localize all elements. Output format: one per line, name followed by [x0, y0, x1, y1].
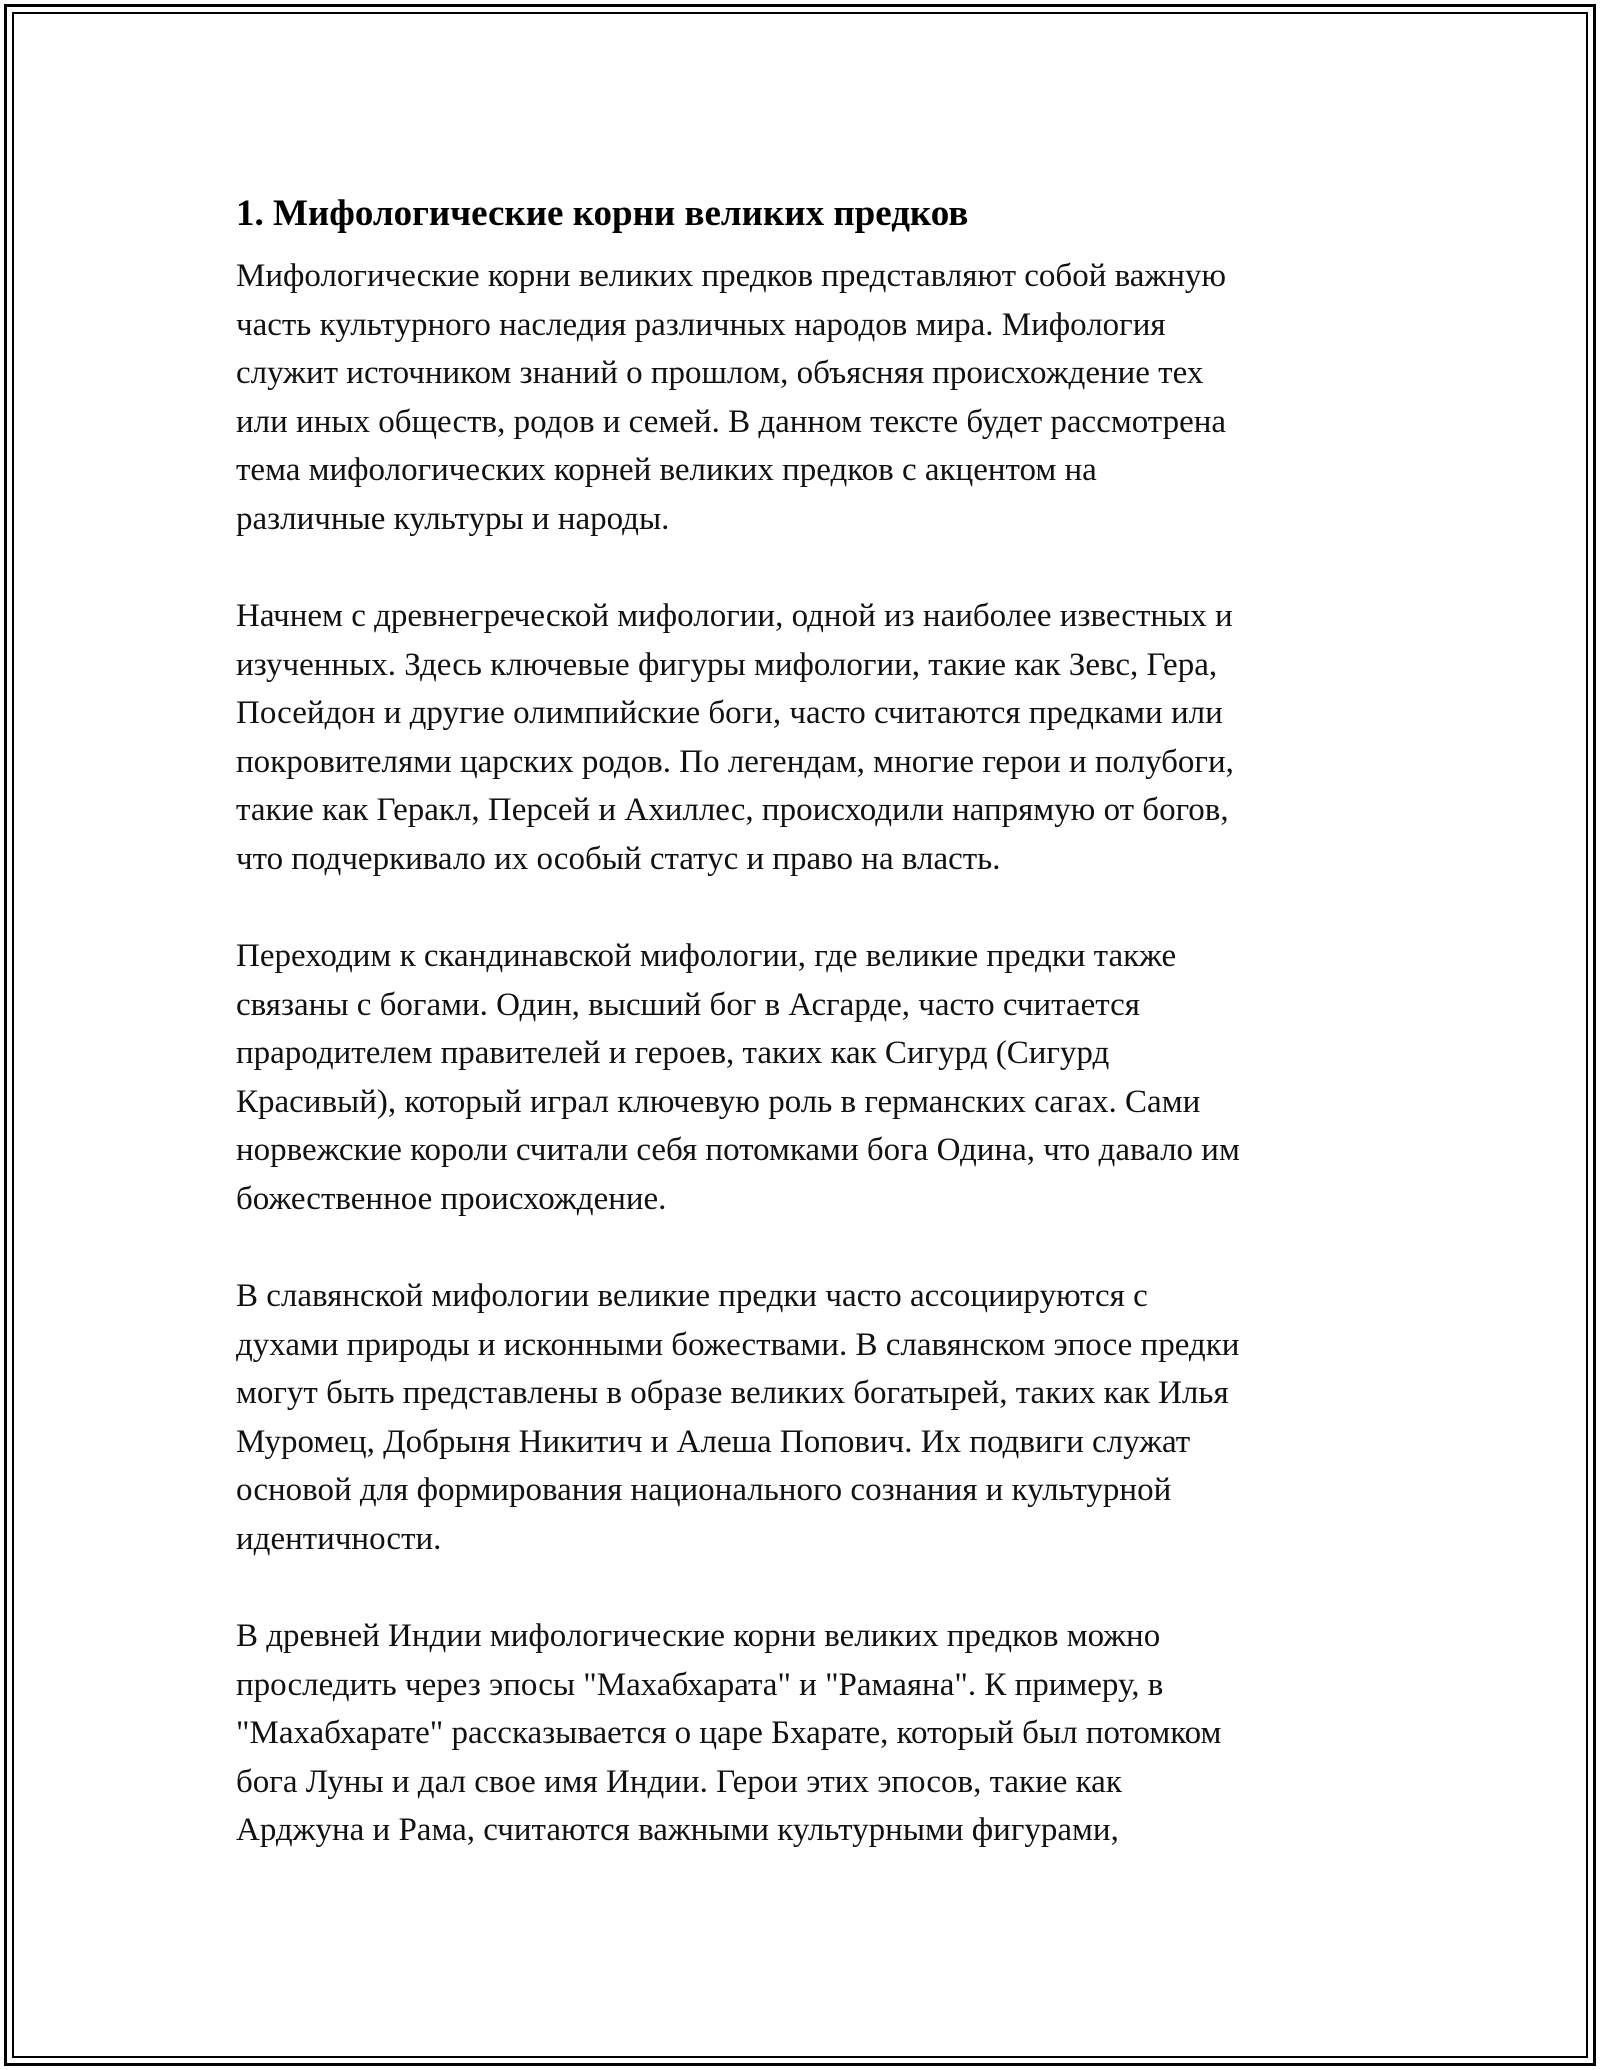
- section-heading: 1. Мифологические корни великих предков: [236, 193, 969, 234]
- document-body: [236, 186, 1386, 1855]
- paragraph-scandinavian-mythology: Переходим к скандинавской мифологии, где великие предки также связаны с богами. Один, высший бог в Асгарде, часто считается прародителем правителей и героев, таких как Сигурд (Сигурд Красивый), который играл ключевую роль в германских сагах. Сами норвежские короли считали себя потомками бога Одина, что давало им божественное происхождение.: [236, 938, 1240, 1217]
- paragraph-indian-mythology: В древней Индии мифологические корни великих предков можно проследить через эпосы "Махабхарата" и "Рамаяна". К примеру, в "Махабхарате" рассказывается о царе Бхарате, который был потомком бога Луны и дал свое имя Индии. Герои этих эпосов, такие как Арджуна и Рама, считаются важными культурными фигурами,: [236, 1618, 1222, 1848]
- paragraph-intro: Мифологические корни великих предков представляют собой важную часть культурного наследия различных народов мира. Мифология служит источником знаний о прошлом, объясняя происхождение тех или иных обществ, родов и семей. В данном тексте будет рассмотрена тема мифологических корней великих предков с акцентом на различные культуры и народы.: [236, 258, 1227, 537]
- paragraph-greek-mythology: Начнем с древнегреческой мифологии, одной из наиболее известных и изученных. Здесь ключевые фигуры мифологии, такие как Зевс, Гера, Посейдон и другие олимпийские боги, часто считаются предками или покровителями царских родов. По легендам, многие герои и полубоги, такие как Геракл, Персей и Ахиллес, происходили напрямую от богов, что подчеркивало их особый статус и право на власть.: [236, 598, 1234, 877]
- paragraph-slavic-mythology: В славянской мифологии великие предки часто ассоциируются с духами природы и исконными божествами. В славянском эпосе предки могут быть представлены в образе великих богатырей, таких как Илья Муромец, Добрыня Никитич и Алеша Попович. Их подвиги служат основой для формирования национального сознания и культурной идентичности.: [236, 1278, 1240, 1557]
